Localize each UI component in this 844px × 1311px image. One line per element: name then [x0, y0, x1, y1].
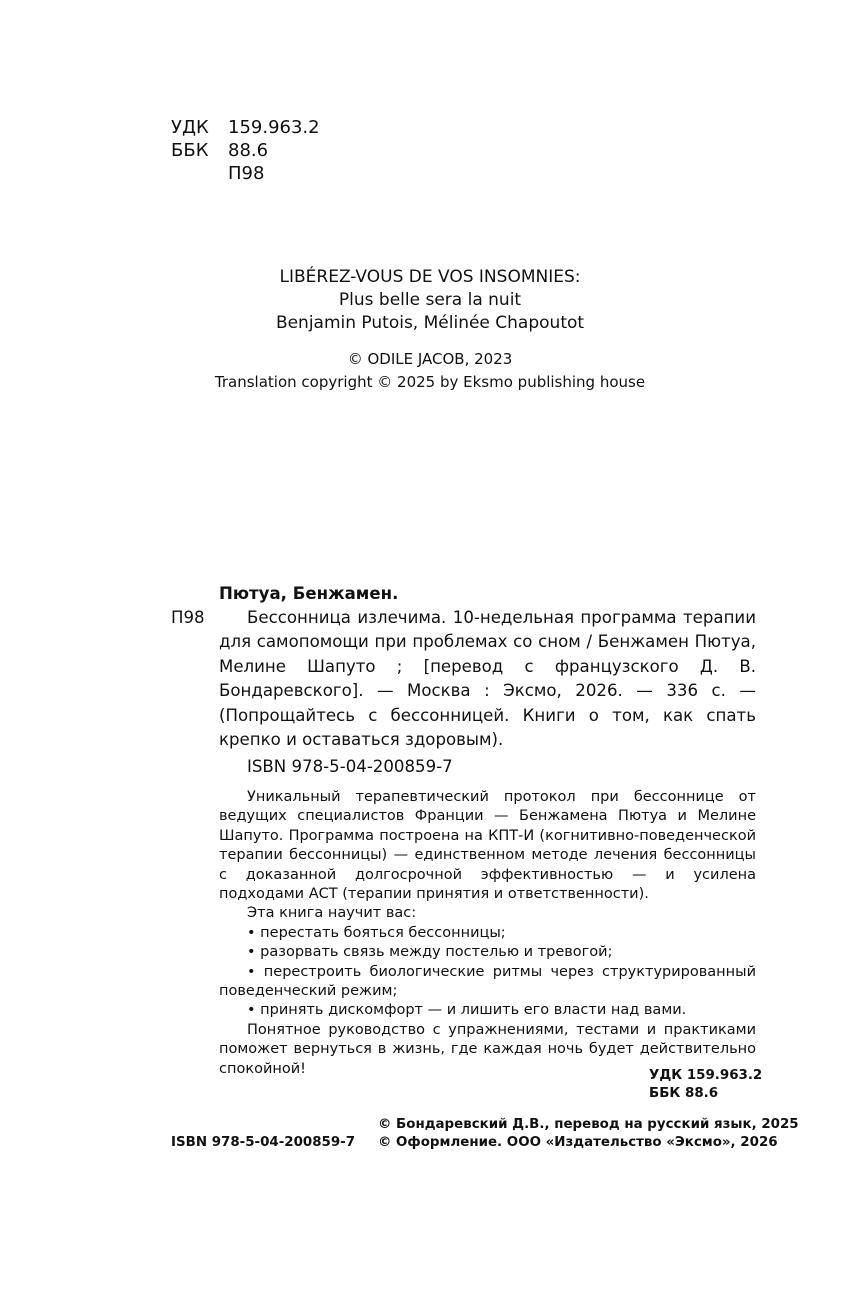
classification-block: [171, 116, 371, 186]
footer-bbk: ББК 88.6: [649, 1086, 719, 1101]
original-authors: Benjamin Putois, Mélinée Chapoutot: [275, 313, 585, 333]
annotation-list-lead: Эта книга научит вас:: [247, 905, 417, 922]
original-title: LIBÉREZ-VOUS DE VOS INSOMNIES:: [279, 267, 581, 287]
annotation-bullet: • перестать бояться бессонницы;: [247, 924, 506, 941]
annotation: [219, 788, 756, 1079]
record-isbn: ISBN 978-5-04-200859-7: [247, 757, 453, 776]
annotation-closing: Понятное руководство с упражнениями, тестами и практиками поможет вернуться в жизнь, где каждая ночь будет действительно спокойной!: [219, 1021, 756, 1077]
record-heading: Пютуа, Бенжамен.: [219, 584, 399, 603]
annotation-bullet: • перестроить биологические ритмы через структурированный поведенческий режим;: [219, 963, 756, 1000]
original-edition: [180, 266, 680, 335]
footer-codes: [649, 1067, 762, 1103]
original-copyright-block: [130, 348, 730, 394]
record-mark: П98: [171, 608, 205, 627]
udk-label: УДК: [171, 117, 209, 138]
record-description: [219, 606, 756, 752]
annotation-bullet: • принять дискомфорт — и лишить его власти над вами.: [247, 1002, 687, 1019]
footer-design-copyright: © Оформление. ООО «Издательство «Эксмо», 2026: [378, 1135, 778, 1150]
author-mark: П98: [228, 163, 265, 184]
bbk-value: 88.6: [228, 140, 269, 161]
footer-udk: УДК 159.963.2: [649, 1068, 763, 1083]
footer-translation-copyright: © Бондаревский Д.В., перевод на русский язык, 2025: [378, 1117, 799, 1132]
annotation-intro: Уникальный терапевтический протокол при бессоннице от ведущих специалистов Франции — Бенжамена Пютуа и Мелине Шапуто. Программа построена на КПТ-И (когнитивно-поведенческой терапии бессонницы) — единственном методе лечения бессонницы с доказанной долгосрочной эффективностью — и усилена подходами АСТ (терапии принятия и ответственности).: [219, 789, 756, 903]
footer-isbn: ISBN 978-5-04-200859-7: [171, 1135, 356, 1150]
udk-value: 159.963.2: [228, 117, 320, 138]
translation-copyright-en: Translation copyright © 2025 by Eksmo publishing house: [214, 373, 646, 391]
bbk-label: ББК: [171, 140, 209, 161]
original-subtitle: Plus belle sera la nuit: [338, 290, 522, 310]
original-copyright: © ODILE JACOB, 2023: [347, 350, 513, 368]
record-description-text: Бессонница излечима. 10-недельная программа терапии для самопомощи при проблемах со сном / Бенжамен Пютуа, Мелине Шапуто ; [перевод с французского Д. В. Бондаревского]. — Москва : Эксмо, 2026. — 336 с. — (Попрощайтесь с бессонницей. Книги о том, как спать крепко и оставаться здоровым).: [219, 608, 756, 750]
annotation-bullet: • разорвать связь между постелью и тревогой;: [247, 944, 613, 961]
